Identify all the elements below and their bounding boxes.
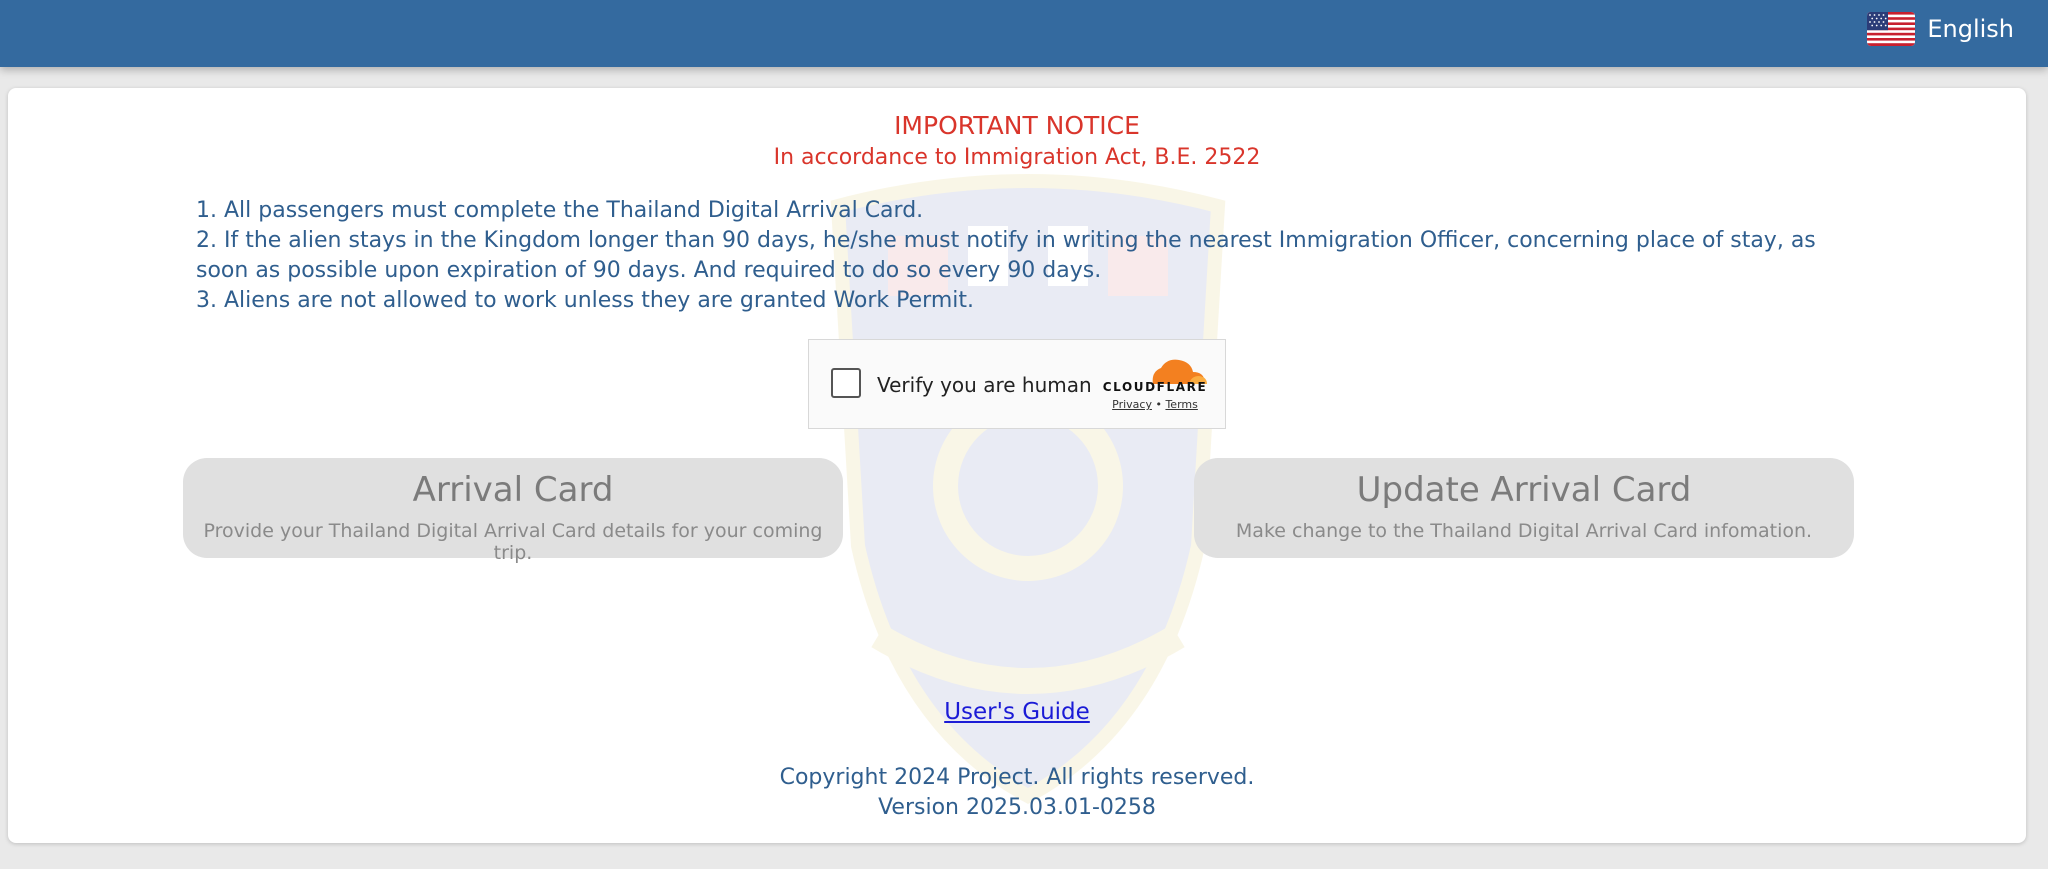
us-flag-icon <box>1867 12 1915 46</box>
arrival-card-description: Provide your Thailand Digital Arrival Card details for your coming trip. <box>203 520 823 564</box>
captcha-checkbox[interactable] <box>831 368 861 398</box>
captcha-widget <box>808 339 1226 429</box>
cloudflare-brand: CLOUDFLARE <box>1102 380 1208 394</box>
terms-link[interactable]: Terms <box>1165 398 1198 411</box>
notice-title: IMPORTANT NOTICE <box>894 111 1140 140</box>
captcha-label: Verify you are human <box>877 373 1092 397</box>
rule-item: 1. All passengers must complete the Thailand Digital Arrival Card. <box>196 198 924 223</box>
update-card-title: Update Arrival Card <box>1356 470 1692 510</box>
arrival-card-button[interactable] <box>183 458 843 564</box>
language-label: English <box>1927 15 2014 43</box>
language-selector[interactable] <box>1867 0 2014 58</box>
arrival-card-title: Arrival Card <box>412 470 614 510</box>
rule-item: 3. Aliens are not allowed to work unless they are granted Work Permit. <box>196 288 974 313</box>
privacy-link[interactable]: Privacy <box>1112 398 1152 411</box>
update-arrival-card-button[interactable] <box>1194 458 1854 558</box>
version-text: Version 2025.03.01-0258 <box>878 795 1156 820</box>
copyright-text: Copyright 2024 Project. All rights reserved. <box>779 765 1255 790</box>
rule-item: 2. If the alien stays in the Kingdom longer than 90 days, he/she must notify in writing the nearest Immigration Officer, concerning place of stay, as soon as possible upon expiration of 90 days. And required to do so every 90 days. <box>196 228 1816 283</box>
top-bar <box>0 0 2048 67</box>
users-guide-link[interactable]: User's Guide <box>944 699 1090 725</box>
captcha-links <box>1101 398 1209 411</box>
link-separator: • <box>1155 398 1162 411</box>
footer <box>8 763 2026 823</box>
notice-rules <box>196 196 1836 316</box>
guide-container <box>8 699 2026 725</box>
update-card-description: Make change to the Thailand Digital Arrival Card infomation. <box>1235 520 1813 542</box>
notice-subtitle: In accordance to Immigration Act, B.E. 2522 <box>773 145 1261 170</box>
main-card <box>8 88 2026 843</box>
